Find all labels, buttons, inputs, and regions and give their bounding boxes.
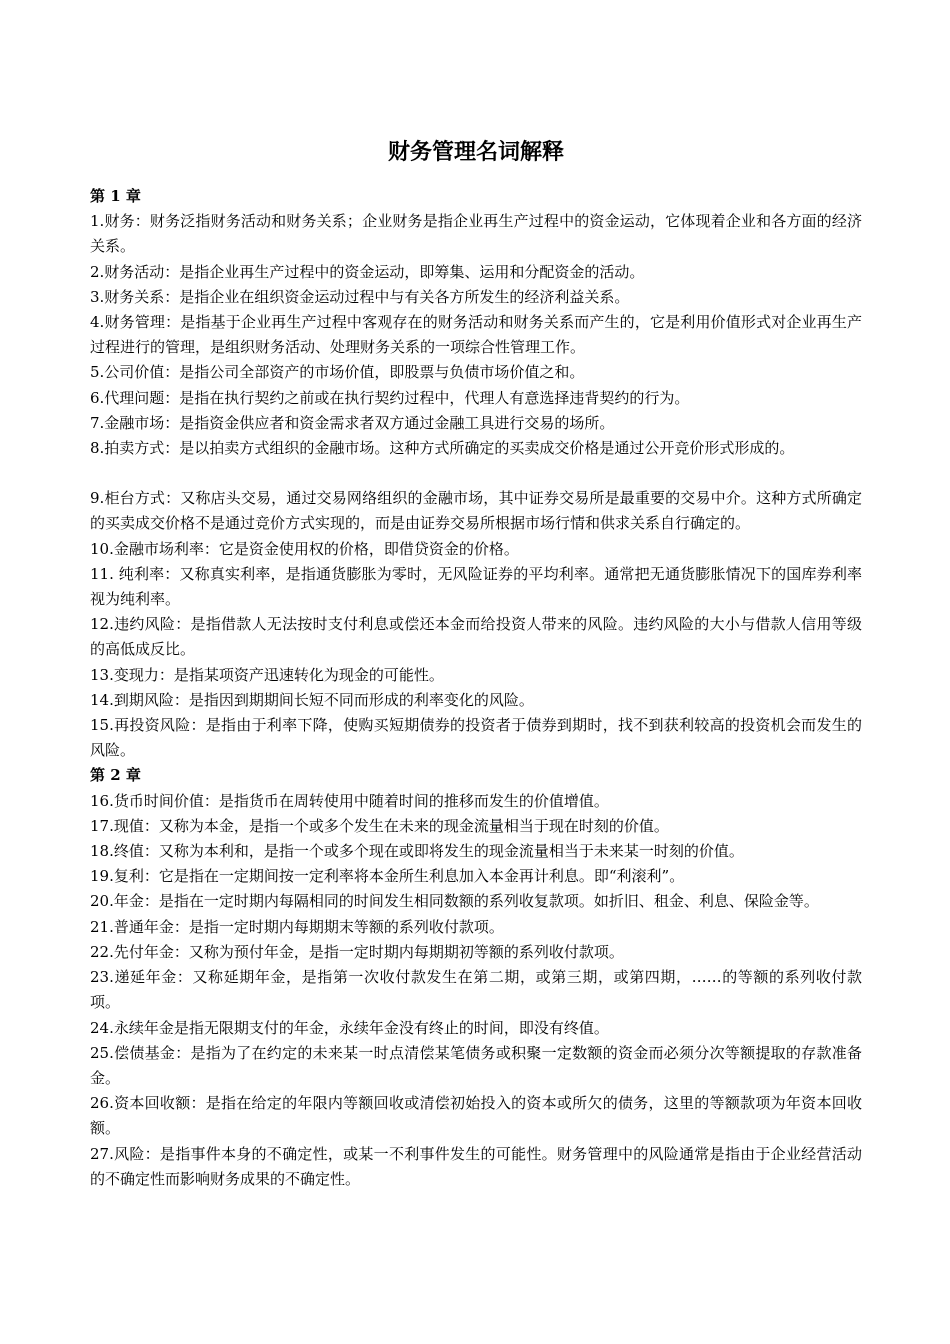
definition-entry-8: 8.拍卖方式：是以拍卖方式组织的金融市场。这种方式所确定的买卖成交价格是通过公开竞价形式形成的。	[90, 439, 795, 458]
definition-entry-3: 3.财务关系：是指企业在组织资金运动过程中与有关各方所发生的经济利益关系。	[90, 287, 630, 306]
definition-entry-2: 2.财务活动：是指企业再生产过程中的资金运动，即筹集、运用和分配资金的活动。	[90, 262, 645, 281]
definition-entry-22: 22.先付年金：又称为预付年金，是指一定时期内每期期初等额的系列收付款项。	[90, 942, 624, 961]
definition-entry-27: 27.风险：是指事件本身的不确定性，或某一不利事件发生的可能性。财务管理中的风险通常是指由于企业经营活动的不确定性而影响财务成果的不确定性。	[90, 1144, 862, 1188]
definition-entry-25: 25.偿债基金：是指为了在约定的未来某一时点清偿某笔债务或积聚一定数额的资金而必须分次等额提取的存款准备金。	[90, 1043, 862, 1087]
definition-entry-12: 12.违约风险：是指借款人无法按时支付利息或偿还本金而给投资人带来的风险。违约风险的大小与借款人信用等级的高低成反比。	[90, 615, 862, 659]
definition-entry-10: 10.金融市场利率：它是资金使用权的价格，即借贷资金的价格。	[90, 539, 519, 558]
definition-entry-5: 5.公司价值：是指公司全部资产的市场价值，即股票与负债市场价值之和。	[90, 363, 585, 382]
definition-entry-24: 24.永续年金是指无限期支付的年金，永续年金没有终止的时间，即没有终值。	[90, 1018, 609, 1037]
definition-entry-7: 7.金融市场：是指资金供应者和资金需求者双方通过金融工具进行交易的场所。	[90, 413, 615, 432]
chapter-heading: 第 2 章	[90, 766, 141, 785]
definition-entry-14: 14.到期风险：是指因到期期间长短不同而形成的利率变化的风险。	[90, 690, 534, 709]
document-page	[90, 132, 862, 1192]
document-title: 财务管理名词解释	[387, 139, 564, 165]
definition-entry-17: 17.现值：又称为本金，是指一个或多个发生在未来的现金流量相当于现在时刻的价值。	[90, 816, 669, 835]
chapter-1-section	[90, 184, 862, 763]
definition-entry-15: 15.再投资风险：是指由于利率下降，使购买短期债券的投资者于债券到期时，找不到获利较高的投资机会而发生的风险。	[90, 716, 862, 760]
definition-entry-6: 6.代理问题：是指在执行契约之前或在执行契约过程中，代理人有意选择违背契约的行为。	[90, 388, 690, 407]
definition-entry-1: 1.财务：财务泛指财务活动和财务关系；企业财务是指企业再生产过程中的资金运动，它体现着企业和各方面的经济关系。	[90, 212, 862, 256]
definition-entry-13: 13.变现力：是指某项资产迅速转化为现金的可能性。	[90, 665, 444, 684]
chapter-heading: 第 1 章	[90, 187, 141, 205]
chapter-2-section	[90, 763, 862, 1191]
definition-entry-11: 11. 纯利率：又称真实利率，是指通货膨胀为零时，无风险证券的平均利率。通常把无通货膨胀情况下的国库券利率视为纯利率。	[90, 564, 862, 609]
definition-entry-26: 26.资本回收额：是指在给定的年限内等额回收或清偿初始投入的资本或所欠的债务，这里的等额款项为年资本回收额。	[90, 1094, 862, 1138]
blank-line	[90, 461, 862, 486]
definition-entry-18: 18.终值：又称为本利和，是指一个或多个现在或即将发生的现金流量相当于未来某一时刻的价值。	[90, 842, 744, 861]
definition-entry-23: 23.递延年金：又称延期年金，是指第一次收付款发生在第二期，或第三期，或第四期，……的等额的系列收付款项。	[90, 968, 862, 1012]
definition-entry-9: 9.柜台方式：又称店头交易，通过交易网络组织的金融市场，其中证券交易所是最重要的交易中介。这种方式所确定的买卖成交价格不是通过竞价方式实现的，而是由证券交易所根据市场行情和供求关系自行确定的。	[90, 489, 862, 533]
definition-entry-4: 4.财务管理：是指基于企业再生产过程中客观存在的财务活动和财务关系而产生的，它是利用价值形式对企业再生产过程进行的管理，是组织财务活动、处理财务关系的一项综合性管理工作。	[90, 313, 862, 357]
definition-entry-21: 21.普通年金：是指一定时期内每期期末等额的系列收付款项。	[90, 917, 504, 936]
definition-entry-19: 19.复利：它是指在一定期间按一定利率将本金所生利息加入本金再计利息。即“利滚利”。	[90, 867, 685, 886]
definition-entry-16: 16.货币时间价值：是指货币在周转使用中随着时间的推移而发生的价值增值。	[90, 791, 609, 810]
definition-entry-20: 20.年金：是指在一定时期内每隔相同的时间发生相同数额的系列收复款项。如折旧、租金、利息、保险金等。	[90, 892, 819, 911]
